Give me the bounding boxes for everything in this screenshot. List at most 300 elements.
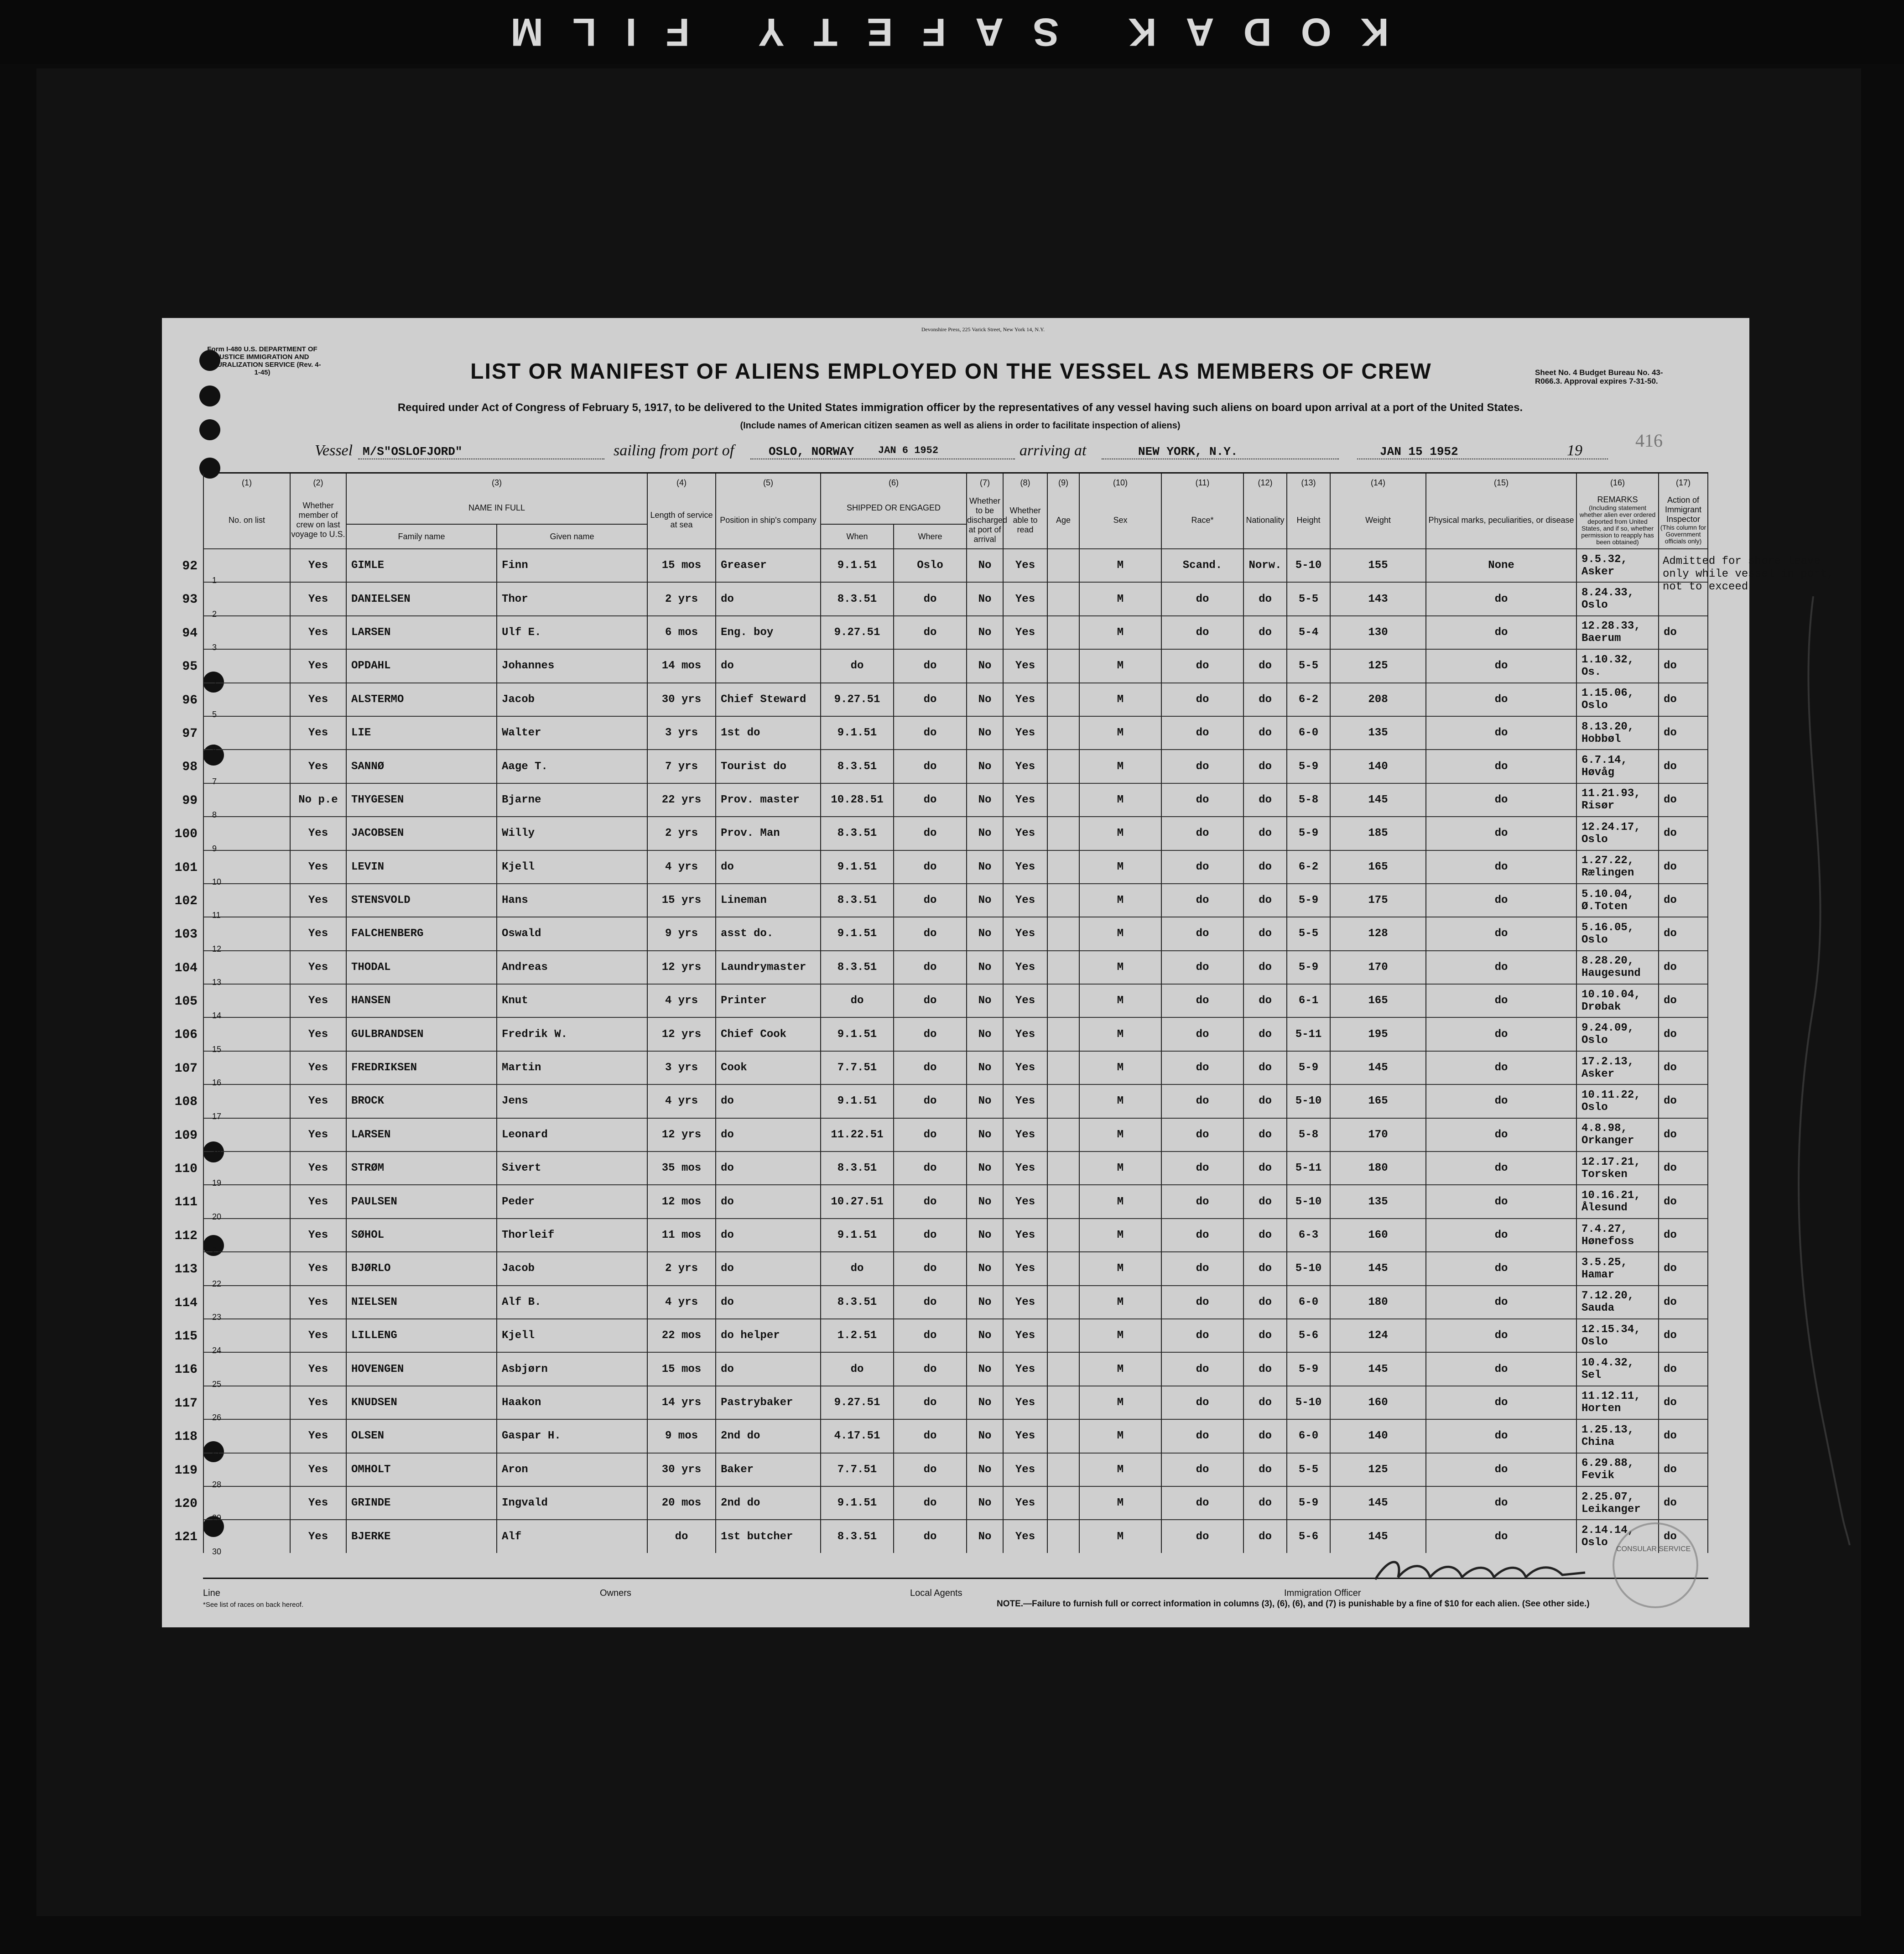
line-number: 6 (212, 743, 217, 753)
line-number: 3 (212, 643, 217, 652)
line-number: 1 (212, 576, 217, 585)
cell-nationality: do (1243, 850, 1287, 884)
cell-member-last-voyage: Yes (290, 1419, 346, 1453)
line-number: 18 (212, 1145, 222, 1155)
cell-inspector-action: do (1659, 884, 1708, 917)
cell-weight: 195 (1330, 1017, 1426, 1051)
cell-length-of-service: 4 yrs (647, 984, 716, 1017)
line-number: 29 (212, 1513, 222, 1523)
cell-no-on-list (174, 1419, 290, 1456)
cell-given-name: Finn (497, 549, 647, 582)
cell-family-name: DANIELSEN (346, 582, 497, 615)
cell-discharged: No (967, 1084, 1003, 1118)
header-family-name: Family name (346, 524, 497, 549)
cell-nationality: do (1243, 1152, 1287, 1185)
cell-age (1047, 1185, 1079, 1218)
cell-position: Chief Cook (716, 1017, 821, 1051)
cell-race: do (1161, 817, 1243, 850)
cell-member-last-voyage: Yes (290, 917, 346, 950)
cell-remarks: 8.24.33, Oslo (1576, 582, 1659, 615)
cell-remarks: 12.28.33, Baerum (1576, 616, 1659, 649)
cell-height: 5-11 (1287, 1017, 1330, 1051)
cell-shipped-where: do (894, 1252, 967, 1285)
cell-shipped-when: 7.7.51 (821, 1453, 894, 1486)
cell-shipped-where: do (894, 951, 967, 984)
cell-discharged: No (967, 1219, 1003, 1252)
cell-sex: M (1079, 850, 1161, 884)
cell-race: do (1161, 1152, 1243, 1185)
cell-sex: M (1079, 1252, 1161, 1285)
manifest-number: 101 (174, 860, 198, 875)
cell-sex: M (1079, 1386, 1161, 1419)
cell-no-on-list (174, 1453, 290, 1489)
line-number: 26 (212, 1413, 222, 1423)
cell-able-to-read: Yes (1003, 1185, 1047, 1218)
cell-given-name: Fredrik W. (497, 1017, 647, 1051)
cell-no-on-list (174, 884, 290, 920)
cell-age (1047, 1419, 1079, 1453)
form-subtitle-note: (Include names of American citizen seamen as well as aliens in order to facilitate inspection of aliens) (740, 421, 1181, 431)
film-edge-text: KODAK SAFETY FILM (481, 10, 1389, 54)
header-shipped: SHIPPED OR ENGAGED (821, 492, 967, 524)
cell-family-name: LILLENG (346, 1319, 497, 1352)
manifest-number: 120 (174, 1496, 198, 1511)
cell-sex: M (1079, 1084, 1161, 1118)
cell-physical-marks: do (1426, 649, 1576, 683)
cell-able-to-read: Yes (1003, 1520, 1047, 1553)
cell-able-to-read: Yes (1003, 1017, 1047, 1051)
cell-family-name: LIE (346, 716, 497, 750)
colnum-10: (10) (1079, 474, 1161, 492)
cell-inspector-action: do (1659, 817, 1708, 850)
line-number: 14 (212, 1011, 222, 1021)
cell-position: do (716, 1219, 821, 1252)
cell-age (1047, 817, 1079, 850)
cell-discharged: No (967, 616, 1003, 649)
cell-inspector-action: do (1659, 850, 1708, 884)
cell-height: 6-2 (1287, 683, 1330, 716)
cell-no-on-list (174, 817, 290, 853)
cell-age (1047, 616, 1079, 649)
cell-no-on-list (174, 1252, 290, 1288)
cell-inspector-action: do (1659, 716, 1708, 750)
cell-sex: M (1079, 1185, 1161, 1218)
cell-length-of-service: 12 yrs (647, 951, 716, 984)
cell-shipped-where: do (894, 1118, 967, 1152)
header-remarks-title: REMARKS (1597, 495, 1638, 504)
cell-shipped-where: do (894, 817, 967, 850)
cell-able-to-read: Yes (1003, 1152, 1047, 1185)
cell-given-name: Aron (497, 1453, 647, 1486)
manifest-number: 105 (174, 995, 198, 1009)
cell-length-of-service: 12 yrs (647, 1118, 716, 1152)
cell-weight: 145 (1330, 1252, 1426, 1285)
header-remarks (1576, 492, 1659, 549)
colnum-17: (17) (1659, 474, 1708, 492)
cell-remarks: 17.2.13, Asker (1576, 1051, 1659, 1084)
cell-age (1047, 750, 1079, 783)
cell-position: Chief Steward (716, 683, 821, 716)
cell-remarks: 12.15.34, Oslo (1576, 1319, 1659, 1352)
cell-given-name: Alf B. (497, 1286, 647, 1319)
cell-race: do (1161, 616, 1243, 649)
cell-family-name: HANSEN (346, 984, 497, 1017)
cell-position: do (716, 1185, 821, 1218)
cell-no-on-list (174, 1118, 290, 1155)
cell-no-on-list (174, 984, 290, 1021)
cell-family-name: BROCK (346, 1084, 497, 1118)
cell-member-last-voyage: Yes (290, 984, 346, 1017)
form-title: LIST OR MANIFEST OF ALIENS EMPLOYED ON THE VESSEL AS MEMBERS OF CREW (470, 360, 1432, 384)
cell-race: do (1161, 1319, 1243, 1352)
cell-no-on-list (182, 783, 290, 820)
cell-length-of-service: 22 yrs (647, 783, 716, 817)
cell-discharged: No (967, 984, 1003, 1017)
line-number: 15 (212, 1044, 222, 1054)
colnum-11: (11) (1161, 474, 1243, 492)
cell-inspector-action: do (1659, 683, 1708, 716)
table-row (203, 1352, 1708, 1386)
cell-weight: 140 (1330, 1419, 1426, 1453)
cell-weight: 160 (1330, 1219, 1426, 1252)
cell-remarks: 1.27.22, Rælingen (1576, 850, 1659, 884)
cell-nationality: do (1243, 1084, 1287, 1118)
cell-able-to-read: Yes (1003, 1118, 1047, 1152)
cell-race: do (1161, 582, 1243, 615)
cell-remarks: 5.10.04, Ø.Toten (1576, 884, 1659, 917)
cell-nationality: Norw. (1243, 549, 1287, 582)
header-action-note: (This column for Government officials only) (1660, 524, 1706, 545)
cell-no-on-list (174, 917, 290, 954)
cell-race: do (1161, 649, 1243, 683)
cell-remarks: 11.12.11, Horten (1576, 1386, 1659, 1419)
cell-family-name: GULBRANDSEN (346, 1017, 497, 1051)
cell-inspector-action: do (1659, 917, 1708, 950)
cell-length-of-service: 15 yrs (647, 884, 716, 917)
cell-shipped-where: do (894, 683, 967, 716)
cell-remarks: 9.5.32, Asker (1576, 549, 1659, 582)
cell-inspector-action: do (1659, 1051, 1708, 1084)
cell-discharged: No (967, 1286, 1003, 1319)
table-row (203, 783, 1708, 817)
cell-nationality: do (1243, 1219, 1287, 1252)
cell-shipped-when: 9.27.51 (821, 616, 894, 649)
line-number: 30 (212, 1547, 222, 1556)
table-row (203, 649, 1708, 683)
table-row (203, 750, 1708, 783)
header-height: Height (1287, 492, 1330, 549)
cell-nationality: do (1243, 1051, 1287, 1084)
cell-given-name: Jacob (497, 683, 647, 716)
cell-age (1047, 984, 1079, 1017)
cell-member-last-voyage: Yes (290, 582, 346, 615)
table-row (203, 1453, 1708, 1486)
cell-member-last-voyage: Yes (290, 1185, 346, 1218)
cell-physical-marks: do (1426, 1520, 1576, 1553)
cell-physical-marks: do (1426, 1319, 1576, 1352)
cell-given-name: Alf (497, 1520, 647, 1553)
cell-position: do (716, 1084, 821, 1118)
cell-remarks: 8.28.20, Haugesund (1576, 951, 1659, 984)
cell-remarks: 11.21.93, Risør (1576, 783, 1659, 817)
cell-member-last-voyage: Yes (290, 1252, 346, 1285)
cell-inspector-action: do (1659, 1185, 1708, 1218)
cell-height: 6-0 (1287, 1419, 1330, 1453)
cell-shipped-where: do (894, 750, 967, 783)
manifest-number: 116 (174, 1363, 198, 1377)
colnum-15: (15) (1426, 474, 1576, 492)
cell-given-name: Haakon (497, 1386, 647, 1419)
cell-length-of-service: 20 mos (647, 1486, 716, 1520)
manifest-number: 109 (174, 1128, 198, 1143)
cell-age (1047, 850, 1079, 884)
header-when: When (821, 524, 894, 549)
cell-no-on-list (174, 951, 290, 987)
cell-able-to-read: Yes (1003, 1386, 1047, 1419)
cell-no-on-list (174, 1286, 290, 1322)
cell-physical-marks: do (1426, 1386, 1576, 1419)
cell-physical-marks: do (1426, 683, 1576, 716)
cell-position: Baker (716, 1453, 821, 1486)
cell-no-on-list (174, 1520, 290, 1556)
cell-length-of-service: 15 mos (647, 549, 716, 582)
cell-physical-marks: do (1426, 616, 1576, 649)
cell-nationality: do (1243, 1520, 1287, 1553)
header-weight: Weight (1330, 492, 1426, 549)
cell-nationality: do (1243, 1486, 1287, 1520)
cell-weight: 165 (1330, 1084, 1426, 1118)
cell-position: asst do. (716, 917, 821, 950)
cell-nationality: do (1243, 1252, 1287, 1285)
cell-height: 5-6 (1287, 1520, 1330, 1553)
admission-annotation: Admitted for shore leave only while vessel in port, not to exceed (1663, 555, 1834, 593)
cell-nationality: do (1243, 1352, 1287, 1386)
cell-length-of-service: 30 yrs (647, 1453, 716, 1486)
cell-able-to-read: Yes (1003, 783, 1047, 817)
cell-shipped-where: do (894, 649, 967, 683)
cell-member-last-voyage: No p.e (290, 783, 346, 817)
cell-nationality: do (1243, 1017, 1287, 1051)
table-row (203, 683, 1708, 716)
cell-no-on-list (174, 1319, 290, 1355)
cell-no-on-list (174, 1051, 290, 1088)
cell-weight: 165 (1330, 850, 1426, 884)
table-row (203, 1286, 1708, 1319)
cell-no-on-list (174, 1152, 290, 1188)
cell-given-name: Johannes (497, 649, 647, 683)
cell-no-on-list (182, 750, 290, 786)
cell-no-on-list (182, 616, 290, 652)
cell-discharged: No (967, 582, 1003, 615)
cell-inspector-action: do (1659, 783, 1708, 817)
cell-physical-marks: do (1426, 1084, 1576, 1118)
cell-inspector-action: do (1659, 1386, 1708, 1419)
cell-position: do (716, 1118, 821, 1152)
line-number: 2 (212, 609, 217, 619)
footer-officer-label: Immigration Officer (1284, 1588, 1361, 1598)
cell-race: do (1161, 1386, 1243, 1419)
cell-discharged: No (967, 884, 1003, 917)
cell-able-to-read: Yes (1003, 850, 1047, 884)
cell-race: Scand. (1161, 549, 1243, 582)
cell-length-of-service: 30 yrs (647, 683, 716, 716)
cell-discharged: No (967, 1252, 1003, 1285)
table-row (203, 884, 1708, 917)
cell-no-on-list (182, 582, 290, 619)
table-row (203, 817, 1708, 850)
cell-discharged: No (967, 649, 1003, 683)
sailing-port-value: OSLO, NORWAY (769, 445, 854, 459)
manifest-number: 92 (182, 559, 198, 573)
cell-physical-marks: do (1426, 1051, 1576, 1084)
cell-position: Greaser (716, 549, 821, 582)
cell-shipped-where: do (894, 1386, 967, 1419)
cell-shipped-where: do (894, 984, 967, 1017)
cell-member-last-voyage: Yes (290, 884, 346, 917)
cell-age (1047, 951, 1079, 984)
cell-shipped-where: do (894, 917, 967, 950)
manifest-number: 107 (174, 1061, 198, 1076)
colnum-4: (4) (647, 474, 716, 492)
cell-height: 5-10 (1287, 1252, 1330, 1285)
cell-nationality: do (1243, 884, 1287, 917)
cell-height: 5-5 (1287, 917, 1330, 950)
table-row (203, 549, 1708, 582)
cell-shipped-when: 8.3.51 (821, 1152, 894, 1185)
cell-given-name: Thor (497, 582, 647, 615)
cell-weight: 170 (1330, 951, 1426, 984)
cell-position: do (716, 1286, 821, 1319)
cell-age (1047, 649, 1079, 683)
manifest-number: 111 (174, 1195, 198, 1210)
cell-discharged: No (967, 683, 1003, 716)
cell-position: do (716, 850, 821, 884)
cell-weight: 135 (1330, 1185, 1426, 1218)
cell-physical-marks: do (1426, 817, 1576, 850)
cell-position: do (716, 1252, 821, 1285)
cell-remarks: 10.11.22, Oslo (1576, 1084, 1659, 1118)
cell-family-name: BJØRLO (346, 1252, 497, 1285)
cell-position: do helper (716, 1319, 821, 1352)
line-number: 19 (212, 1178, 222, 1188)
cell-inspector-action: do (1659, 649, 1708, 683)
cell-member-last-voyage: Yes (290, 1051, 346, 1084)
cell-nationality: do (1243, 1319, 1287, 1352)
table-row (203, 1386, 1708, 1419)
cell-height: 5-8 (1287, 783, 1330, 817)
header-race: Race* (1161, 492, 1243, 549)
table-row (203, 1051, 1708, 1084)
cell-able-to-read: Yes (1003, 817, 1047, 850)
cell-weight: 180 (1330, 1152, 1426, 1185)
cell-sex: M (1079, 1051, 1161, 1084)
cell-race: do (1161, 1520, 1243, 1553)
cell-position: Lineman (716, 884, 821, 917)
table-row (203, 1185, 1708, 1218)
cell-age (1047, 884, 1079, 917)
cell-race: do (1161, 750, 1243, 783)
cell-remarks: 6.7.14, Høvåg (1576, 750, 1659, 783)
footer-agents-label: Local Agents (910, 1588, 962, 1598)
cell-discharged: No (967, 549, 1003, 582)
cell-discharged: No (967, 917, 1003, 950)
cell-age (1047, 549, 1079, 582)
cell-length-of-service: 12 mos (647, 1185, 716, 1218)
manifest-number: 108 (174, 1095, 198, 1110)
header-action (1659, 492, 1708, 549)
cell-position: Eng. boy (716, 616, 821, 649)
cell-length-of-service: 12 yrs (647, 1017, 716, 1051)
cell-inspector-action: do (1659, 1219, 1708, 1252)
line-number: 21 (212, 1245, 222, 1255)
cell-family-name: THODAL (346, 951, 497, 984)
cell-family-name: LEVIN (346, 850, 497, 884)
cell-race: do (1161, 1486, 1243, 1520)
cell-position: Prov. Man (716, 817, 821, 850)
cell-sex: M (1079, 884, 1161, 917)
cell-shipped-when: do (821, 984, 894, 1017)
cell-family-name: OPDAHL (346, 649, 497, 683)
cell-age (1047, 1386, 1079, 1419)
cell-discharged: No (967, 1419, 1003, 1453)
cell-remarks: 8.13.20, Hobbøl (1576, 716, 1659, 750)
cell-member-last-voyage: Yes (290, 683, 346, 716)
cell-remarks: 7.12.20, Sauda (1576, 1286, 1659, 1319)
cell-height: 5-9 (1287, 817, 1330, 850)
cell-age (1047, 1017, 1079, 1051)
colnum-5: (5) (716, 474, 821, 492)
manifest-number: 102 (174, 894, 198, 908)
cell-length-of-service: 2 yrs (647, 1252, 716, 1285)
colnum-6: (6) (821, 474, 967, 492)
cell-given-name: Ingvald (497, 1486, 647, 1520)
header-position: Position in ship's company (716, 492, 821, 549)
cell-length-of-service: 22 mos (647, 1319, 716, 1352)
cell-nationality: do (1243, 1386, 1287, 1419)
cell-member-last-voyage: Yes (290, 817, 346, 850)
cell-physical-marks: do (1426, 917, 1576, 950)
cell-nationality: do (1243, 1419, 1287, 1453)
sailing-date-value: JAN 6 1952 (878, 445, 939, 456)
cell-sex: M (1079, 1453, 1161, 1486)
cell-sex: M (1079, 1286, 1161, 1319)
cell-shipped-where: do (894, 884, 967, 917)
cell-able-to-read: Yes (1003, 951, 1047, 984)
cell-shipped-where: do (894, 1419, 967, 1453)
cell-age (1047, 1152, 1079, 1185)
cell-height: 5-9 (1287, 884, 1330, 917)
cell-sex: M (1079, 783, 1161, 817)
cell-member-last-voyage: Yes (290, 1386, 346, 1419)
table-row (203, 917, 1708, 950)
cell-physical-marks: do (1426, 850, 1576, 884)
cell-age (1047, 1453, 1079, 1486)
cell-nationality: do (1243, 582, 1287, 615)
colnum-3: (3) (346, 474, 647, 492)
cell-discharged: No (967, 716, 1003, 750)
cell-nationality: do (1243, 917, 1287, 950)
manifest-number: 118 (174, 1430, 198, 1444)
cell-inspector-action: do (1659, 1017, 1708, 1051)
officer-signature (1371, 1552, 1590, 1589)
cell-length-of-service: 4 yrs (647, 1084, 716, 1118)
cell-age (1047, 1319, 1079, 1352)
colnum-9: (9) (1047, 474, 1079, 492)
cell-position: do (716, 649, 821, 683)
cell-position: Prov. master (716, 783, 821, 817)
header-where: Where (894, 524, 967, 549)
cell-height: 6-3 (1287, 1219, 1330, 1252)
